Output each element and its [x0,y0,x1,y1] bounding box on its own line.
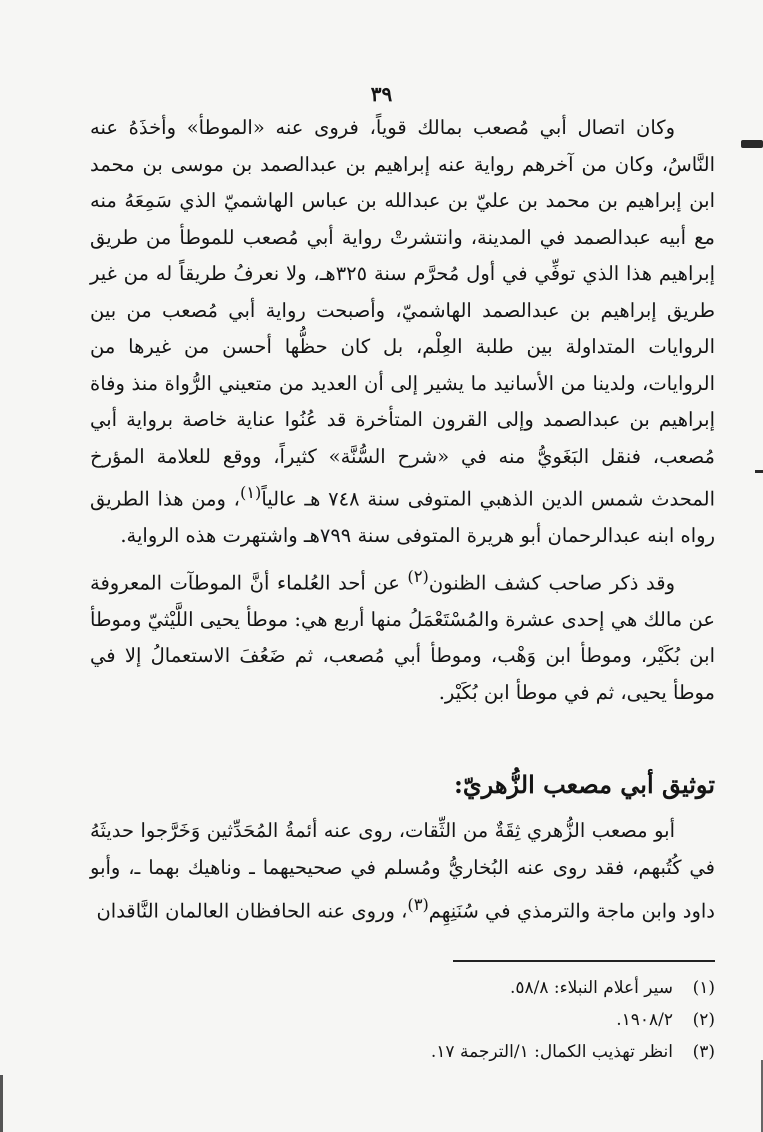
footnote-number: (٣) [692,1042,715,1062]
footnote-text: سير أعلام النبلاء: ٥٨/٨. [509,978,673,998]
page-number: ٣٩ [370,82,393,106]
paragraph-2-tail: عن أحد العُلماء أنَّ الموطآت المعروفة عن مالك هي إحدى عشرة والمُسْتَعْمَلُ منها أربع هي: موطأ يحيى اللَّيْثيّ وموطأ ابن بُكَيْر، وموطأ ابن وَهْب، وموطأ أبي مُصعب، ثم ضَعُفَ الاستعمالُ إلا في موطأ يحيى، ثم في موطأ ابن بُكَيْر. [90,571,715,704]
main-text [90,110,715,711]
footnote-ref-2[interactable]: (٢) [407,566,429,586]
paragraph-1-tail: ، ومن هذا الطريق رواه ابنه عبدالرحمان أبو هريرة المتوفى سنة ٧٩٩هـ واشتهرت هذه الرواية. [90,487,715,547]
footnote-number: (١) [692,978,715,998]
paragraph-2-text: وقد ذكر صاحب كشف الظنون [428,571,675,594]
section-heading: توثيق أبي مصعب الزُّهريّ: [453,770,715,799]
scan-edge-mark [741,140,763,148]
footnote-ref-1[interactable]: (١) [239,483,262,502]
footnote-text: ١٩٠٨/٢. [616,1010,673,1030]
paragraph-1 [90,110,715,555]
footnote-ref-3[interactable]: (٣) [407,895,429,914]
footnote-divider [453,960,715,962]
footnote-number: (٢) [692,1010,715,1030]
paragraph-3-text: أبو مصعب الزُّهري ثِقَةٌ من الثِّقات، روى عنه أئمةُ المُحَدِّثين وَخَرَّجوا حديثَهُ في كُتُبهم، فقد روى عنه البُخاريُّ ومُسلم في صحيحيهما ـ وناهيك بهما ـ، وأبو داود وابن ماجة والترمذي في سُنَنِهِم [90,819,715,923]
paragraph-2 [90,559,715,712]
paragraph-3 [90,812,715,930]
footnote-1 [95,972,715,1004]
paragraph-1-text: وكان اتصال أبي مُصعب بمالك قوياً، فروى عنه «الموطأ» وأخذَهُ عنه النَّاسُ، وكان من آخرهم رواية عنه إبراهيم بن عبدالصمد بن موسى بن محمد ابن إبراهيم بن محمد بن عليّ بن عبدالله بن عباس الهاشميّ الذي سَمِعَهُ منه مع أبيه عبدالصمد في المدينة، وانتشرتْ رواية أبي مُصعب للموطأ من طريق إبراهيم هذا الذي توفِّي في أول مُحرَّم سنة ٣٢٥هـ، ولا نعرفُ طريقاً له من غير طريق إبراهيم بن عبدالصمد الهاشميّ، وأصبحت رواية أبي مُصعب من بين الروايات المتداولة بين طلبة العِلْم، بل كان حظُّها أحسن من غيرها من الروايات، ولدينا من الأسانيد ما يشير إلى أن العديد من متعيني الرُّواة منذ وفاة إبراهيم بن عبدالصمد وإلى القرون المتأخرة قد عُنُوا عناية خاصة برواية أبي مُصعب، فنقل البَغَويُّ منه في «شرح السُّنَّة» كثيراً، ووقع للعلامة المؤرخ المحدث شمس الدين الذهبي المتوفى سنة ٧٤٨ هـ عالياً [90,116,715,511]
footnote-3 [95,1036,715,1068]
scan-edge-mark [755,470,763,473]
scan-edge-mark [0,1075,3,1132]
footnotes [95,972,715,1068]
footnote-text: انظر تهذيب الكمال: ١/الترجمة ١٧. [430,1042,673,1062]
section-text [90,812,715,930]
paragraph-3-tail: ، وروى عنه الحافظان العالمان النَّاقدان [96,899,408,923]
footnote-2 [95,1004,715,1036]
